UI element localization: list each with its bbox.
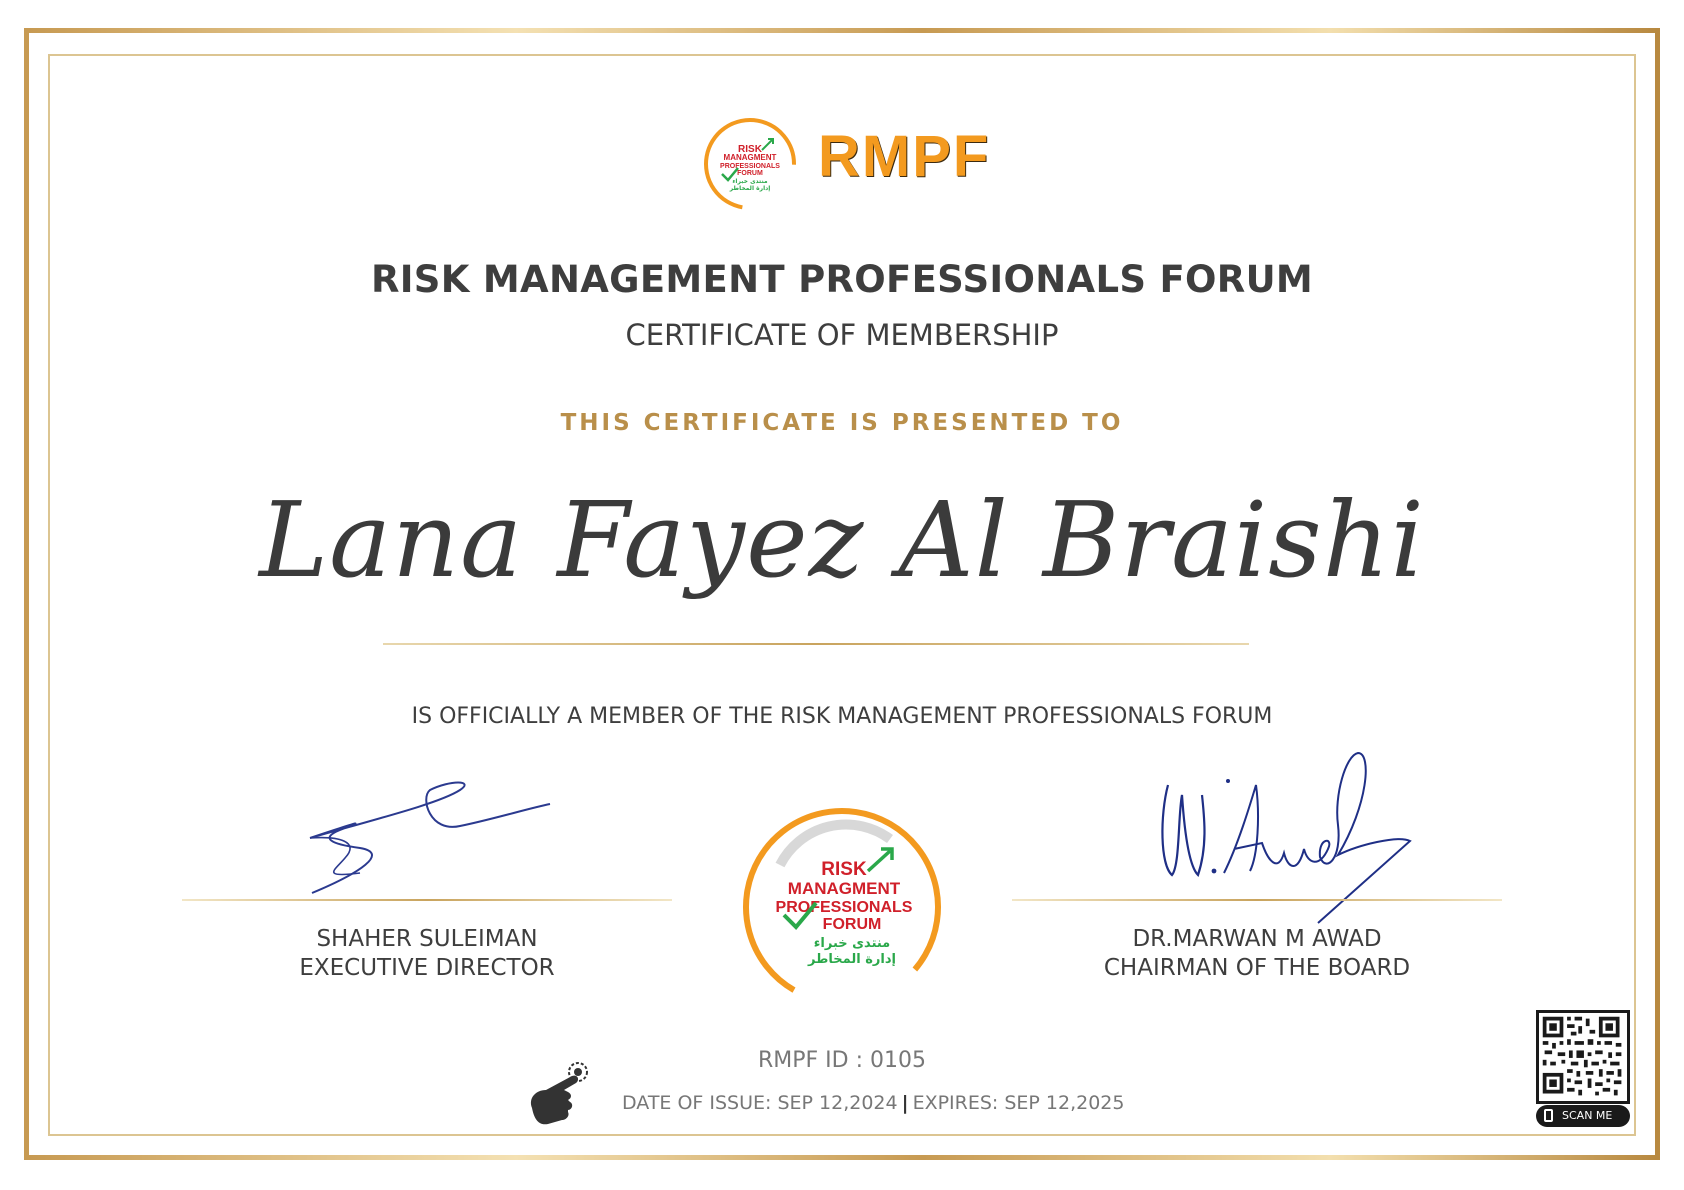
seal-text-line: FORUM (822, 916, 882, 933)
logo-text-arabic: إدارة المخاطر (729, 185, 771, 192)
right-signatory (1030, 925, 1484, 983)
phone-icon (1544, 1109, 1553, 1122)
logo-text-line: FORUM (737, 170, 763, 177)
left-signatory (200, 925, 654, 983)
right-signature (1158, 745, 1418, 935)
date-separator: | (901, 1092, 909, 1114)
recipient-underline (383, 643, 1249, 645)
seal-text-line: RISK (821, 859, 867, 880)
right-signature-line (1012, 899, 1502, 901)
scan-me-label: SCAN ME (1562, 1109, 1613, 1122)
seal-text-arabic: إدارة المخاطر (808, 952, 896, 967)
brand-wordmark: RMPF (818, 124, 991, 189)
qr-code-icon[interactable] (1536, 1010, 1630, 1104)
left-signature (300, 778, 560, 903)
tap-hand-icon (522, 1058, 594, 1130)
rmpf-seal-icon (740, 805, 944, 1009)
right-signatory-name: DR.MARWAN M AWAD (1132, 926, 1382, 952)
validity-dates (622, 1092, 1125, 1114)
logo-text-line: PROFESSIONALS (720, 163, 780, 170)
seal-text-line: PROFESSIONALS (775, 899, 913, 916)
seal-text-arabic: منتدى خبراء (813, 936, 891, 951)
seal-text-line: MANAGMENT (787, 879, 901, 898)
organization-title: RISK MANAGEMENT PROFESSIONALS FORUM (370, 258, 1314, 301)
logo-text-line: MANAGMENT (723, 153, 777, 162)
left-signature-line (182, 899, 672, 901)
expiry-date: EXPIRES: SEP 12,2025 (912, 1092, 1125, 1114)
certificate-type: CERTIFICATE OF MEMBERSHIP (625, 318, 1059, 352)
presented-to-label: THIS CERTIFICATE IS PRESENTED TO (560, 410, 1124, 436)
right-signatory-title: CHAIRMAN OF THE BOARD (1103, 955, 1411, 981)
scan-me-badge[interactable] (1536, 1105, 1630, 1127)
membership-statement: IS OFFICIALLY A MEMBER OF THE RISK MANAGEMENT PROFESSIONALS FORUM (411, 704, 1273, 729)
rmpf-logo-icon (700, 114, 800, 214)
left-signatory-title: EXECUTIVE DIRECTOR (299, 955, 555, 981)
logo-text-arabic: منتدى خبراء (732, 178, 768, 185)
left-signatory-name: SHAHER SULEIMAN (316, 926, 538, 952)
recipient-name: Lana Fayez Al Braishi (259, 479, 1425, 601)
member-id: RMPF ID : 0105 (758, 1048, 926, 1073)
issue-date: DATE OF ISSUE: SEP 12,2024 (622, 1092, 898, 1114)
logo-text-line: RISK (738, 144, 762, 155)
